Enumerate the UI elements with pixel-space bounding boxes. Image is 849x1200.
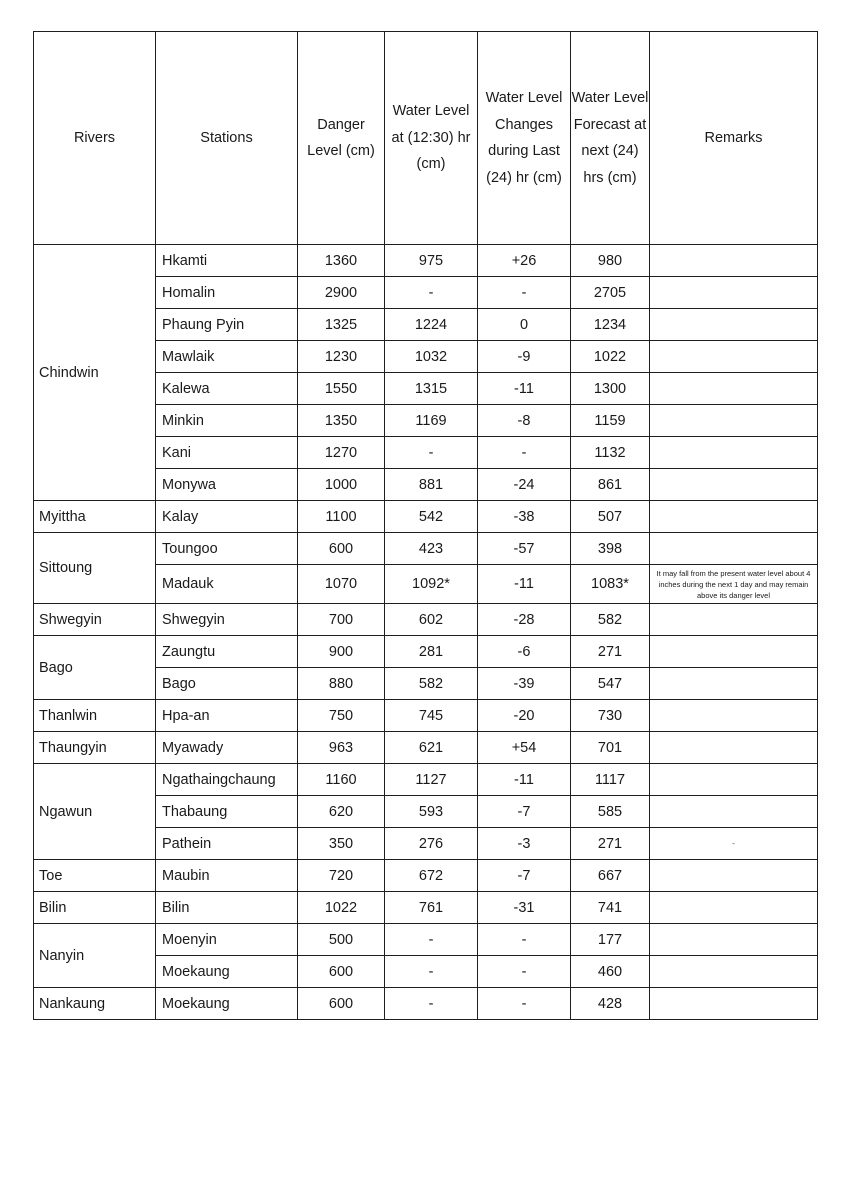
remarks-cell — [650, 700, 818, 732]
station-cell: Toungoo — [156, 533, 298, 565]
river-cell: Myittha — [34, 501, 156, 533]
remarks-cell — [650, 501, 818, 533]
remarks-cell — [650, 437, 818, 469]
station-cell: Mawlaik — [156, 341, 298, 373]
water-level-change-cell: - — [478, 988, 571, 1020]
water-level-change-cell: -11 — [478, 565, 571, 604]
remarks-cell — [650, 636, 818, 668]
river-cell: Sittoung — [34, 533, 156, 604]
danger-level-cell: 1022 — [298, 892, 385, 924]
remarks-cell — [650, 764, 818, 796]
danger-level-cell: 900 — [298, 636, 385, 668]
water-level-change-cell: -9 — [478, 341, 571, 373]
header-water-level-change: Water Level Changes during Last (24) hr (cm) — [478, 32, 571, 245]
water-level-cell: 582 — [385, 668, 478, 700]
water-level-cell: 276 — [385, 828, 478, 860]
forecast-cell: 861 — [571, 469, 650, 501]
danger-level-cell: 620 — [298, 796, 385, 828]
remarks-cell — [650, 668, 818, 700]
water-level-change-cell: - — [478, 277, 571, 309]
station-cell: Madauk — [156, 565, 298, 604]
station-cell: Myawady — [156, 732, 298, 764]
water-level-change-cell: - — [478, 956, 571, 988]
water-level-cell: - — [385, 988, 478, 1020]
water-level-cell: 602 — [385, 604, 478, 636]
forecast-cell: 980 — [571, 245, 650, 277]
forecast-cell: 1083* — [571, 565, 650, 604]
forecast-cell: 547 — [571, 668, 650, 700]
danger-level-cell: 1550 — [298, 373, 385, 405]
danger-level-cell: 350 — [298, 828, 385, 860]
danger-level-cell: 750 — [298, 700, 385, 732]
water-level-cell: 1224 — [385, 309, 478, 341]
danger-level-cell: 2900 — [298, 277, 385, 309]
water-level-change-cell: - — [478, 437, 571, 469]
river-cell: Bago — [34, 636, 156, 700]
river-cell: Thaungyin — [34, 732, 156, 764]
water-level-table — [33, 31, 818, 1020]
forecast-cell: 271 — [571, 828, 650, 860]
water-level-cell: 745 — [385, 700, 478, 732]
river-cell: Ngawun — [34, 764, 156, 860]
table-row — [34, 988, 818, 1020]
remarks-cell — [650, 309, 818, 341]
forecast-cell: 1159 — [571, 405, 650, 437]
station-cell: Shwegyin — [156, 604, 298, 636]
water-level-cell: - — [385, 924, 478, 956]
remarks-cell — [650, 373, 818, 405]
danger-level-cell: 1325 — [298, 309, 385, 341]
table-row — [34, 533, 818, 565]
header-forecast: Water Level Forecast at next (24) hrs (cm) — [571, 32, 650, 245]
remarks-cell — [650, 732, 818, 764]
water-level-cell: 1032 — [385, 341, 478, 373]
station-cell: Kalewa — [156, 373, 298, 405]
station-cell: Bago — [156, 668, 298, 700]
remarks-cell: - — [650, 828, 818, 860]
water-level-report — [33, 31, 818, 1020]
water-level-cell: 672 — [385, 860, 478, 892]
station-cell: Moekaung — [156, 956, 298, 988]
water-level-change-cell: -11 — [478, 373, 571, 405]
water-level-cell: 975 — [385, 245, 478, 277]
river-cell: Bilin — [34, 892, 156, 924]
river-cell: Nanyin — [34, 924, 156, 988]
station-cell: Maubin — [156, 860, 298, 892]
water-level-change-cell: -39 — [478, 668, 571, 700]
remarks-cell — [650, 405, 818, 437]
remarks-cell — [650, 245, 818, 277]
header-danger-level: Danger Level (cm) — [298, 32, 385, 245]
water-level-change-cell: -3 — [478, 828, 571, 860]
water-level-change-cell: -7 — [478, 860, 571, 892]
river-cell: Toe — [34, 860, 156, 892]
station-cell: Moekaung — [156, 988, 298, 1020]
water-level-cell: 761 — [385, 892, 478, 924]
water-level-change-cell: -28 — [478, 604, 571, 636]
forecast-cell: 177 — [571, 924, 650, 956]
danger-level-cell: 1000 — [298, 469, 385, 501]
water-level-change-cell: -7 — [478, 796, 571, 828]
station-cell: Thabaung — [156, 796, 298, 828]
forecast-cell: 730 — [571, 700, 650, 732]
forecast-cell: 428 — [571, 988, 650, 1020]
water-level-change-cell: 0 — [478, 309, 571, 341]
water-level-cell: - — [385, 956, 478, 988]
remarks-cell — [650, 860, 818, 892]
remarks-cell — [650, 277, 818, 309]
water-level-change-cell: -38 — [478, 501, 571, 533]
river-cell: Chindwin — [34, 245, 156, 501]
station-cell: Phaung Pyin — [156, 309, 298, 341]
remarks-cell — [650, 604, 818, 636]
danger-level-cell: 1350 — [298, 405, 385, 437]
station-cell: Zaungtu — [156, 636, 298, 668]
header-rivers: Rivers — [34, 32, 156, 245]
station-cell: Hkamti — [156, 245, 298, 277]
table-row — [34, 604, 818, 636]
forecast-cell: 271 — [571, 636, 650, 668]
danger-level-cell: 1070 — [298, 565, 385, 604]
forecast-cell: 398 — [571, 533, 650, 565]
water-level-change-cell: +26 — [478, 245, 571, 277]
water-level-change-cell: - — [478, 924, 571, 956]
danger-level-cell: 1230 — [298, 341, 385, 373]
forecast-cell: 2705 — [571, 277, 650, 309]
water-level-cell: 423 — [385, 533, 478, 565]
water-level-cell: 1315 — [385, 373, 478, 405]
station-cell: Bilin — [156, 892, 298, 924]
remarks-cell — [650, 988, 818, 1020]
water-level-change-cell: -57 — [478, 533, 571, 565]
forecast-cell: 667 — [571, 860, 650, 892]
danger-level-cell: 880 — [298, 668, 385, 700]
danger-level-cell: 700 — [298, 604, 385, 636]
remarks-cell — [650, 341, 818, 373]
table-row — [34, 892, 818, 924]
remarks-cell — [650, 796, 818, 828]
water-level-change-cell: -31 — [478, 892, 571, 924]
danger-level-cell: 1270 — [298, 437, 385, 469]
forecast-cell: 1022 — [571, 341, 650, 373]
water-level-cell: 542 — [385, 501, 478, 533]
station-cell: Kani — [156, 437, 298, 469]
table-row — [34, 501, 818, 533]
water-level-cell: 621 — [385, 732, 478, 764]
water-level-change-cell: -20 — [478, 700, 571, 732]
danger-level-cell: 1360 — [298, 245, 385, 277]
water-level-cell: - — [385, 437, 478, 469]
table-body — [34, 245, 818, 1020]
water-level-cell: 593 — [385, 796, 478, 828]
forecast-cell: 701 — [571, 732, 650, 764]
water-level-change-cell: -24 — [478, 469, 571, 501]
station-cell: Pathein — [156, 828, 298, 860]
water-level-cell: 1092* — [385, 565, 478, 604]
station-cell: Ngathaingchaung — [156, 764, 298, 796]
header-water-level: Water Level at (12:30) hr (cm) — [385, 32, 478, 245]
station-cell: Moenyin — [156, 924, 298, 956]
table-row — [34, 860, 818, 892]
station-cell: Minkin — [156, 405, 298, 437]
table-row — [34, 636, 818, 668]
water-level-cell: 1169 — [385, 405, 478, 437]
station-cell: Hpa-an — [156, 700, 298, 732]
table-row — [34, 764, 818, 796]
water-level-change-cell: -8 — [478, 405, 571, 437]
forecast-cell: 582 — [571, 604, 650, 636]
remarks-cell — [650, 956, 818, 988]
table-row — [34, 924, 818, 956]
water-level-cell: 281 — [385, 636, 478, 668]
remarks-cell — [650, 469, 818, 501]
danger-level-cell: 600 — [298, 956, 385, 988]
header-row — [34, 32, 818, 245]
station-cell: Monywa — [156, 469, 298, 501]
station-cell: Kalay — [156, 501, 298, 533]
river-cell: Thanlwin — [34, 700, 156, 732]
river-cell: Shwegyin — [34, 604, 156, 636]
table-row — [34, 732, 818, 764]
forecast-cell: 460 — [571, 956, 650, 988]
water-level-change-cell: +54 — [478, 732, 571, 764]
remarks-cell: It may fall from the present water level about 4 inches during the next 1 day and may remain above its danger level — [650, 565, 818, 604]
danger-level-cell: 720 — [298, 860, 385, 892]
water-level-cell: - — [385, 277, 478, 309]
remarks-cell — [650, 924, 818, 956]
water-level-change-cell: -6 — [478, 636, 571, 668]
header-remarks: Remarks — [650, 32, 818, 245]
danger-level-cell: 600 — [298, 533, 385, 565]
danger-level-cell: 963 — [298, 732, 385, 764]
table-row — [34, 245, 818, 277]
forecast-cell: 1234 — [571, 309, 650, 341]
danger-level-cell: 500 — [298, 924, 385, 956]
water-level-cell: 1127 — [385, 764, 478, 796]
forecast-cell: 1300 — [571, 373, 650, 405]
danger-level-cell: 600 — [298, 988, 385, 1020]
forecast-cell: 507 — [571, 501, 650, 533]
forecast-cell: 1132 — [571, 437, 650, 469]
forecast-cell: 1117 — [571, 764, 650, 796]
header-stations: Stations — [156, 32, 298, 245]
remarks-cell — [650, 533, 818, 565]
station-cell: Homalin — [156, 277, 298, 309]
table-row — [34, 700, 818, 732]
danger-level-cell: 1160 — [298, 764, 385, 796]
forecast-cell: 585 — [571, 796, 650, 828]
forecast-cell: 741 — [571, 892, 650, 924]
remarks-cell — [650, 892, 818, 924]
water-level-change-cell: -11 — [478, 764, 571, 796]
water-level-cell: 881 — [385, 469, 478, 501]
river-cell: Nankaung — [34, 988, 156, 1020]
danger-level-cell: 1100 — [298, 501, 385, 533]
